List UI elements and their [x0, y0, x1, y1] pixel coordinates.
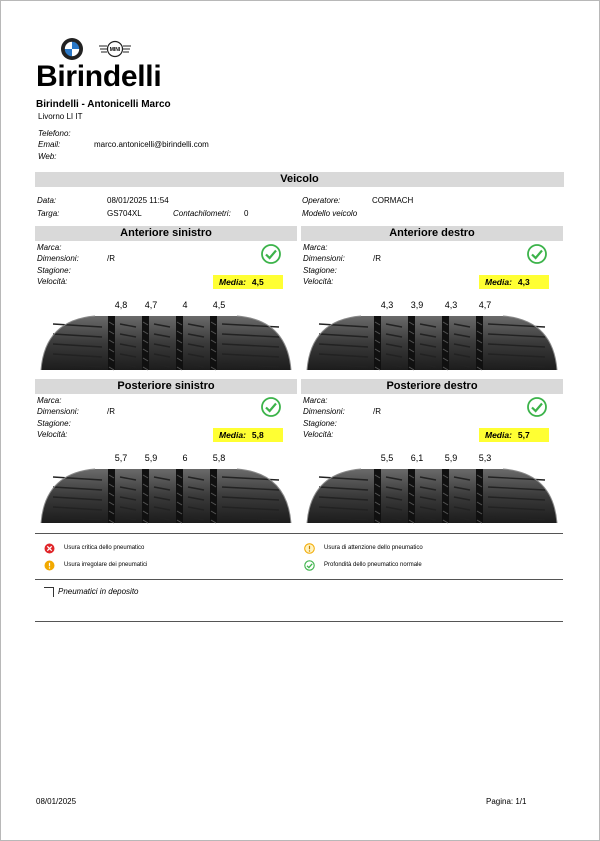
tire-card	[35, 226, 297, 371]
tire-speed-label: Velocità:	[303, 277, 334, 286]
check-circle-icon	[526, 243, 548, 265]
plate-value: GS704XL	[107, 209, 142, 218]
tire-season-label: Stagione:	[37, 266, 71, 275]
check-circle-icon	[260, 396, 282, 418]
tire-tread-image	[301, 312, 563, 372]
tire-title: Anteriore destro	[301, 226, 563, 241]
brand-logos	[60, 37, 132, 61]
mini-logo-icon	[98, 40, 132, 58]
deposit-divider	[35, 621, 563, 622]
tire-brand-label: Marca:	[37, 396, 62, 405]
tread-depth-value: 4,8	[114, 300, 128, 310]
normal-depth-icon	[304, 560, 315, 571]
critical-wear-icon	[44, 543, 55, 554]
date-label: Data:	[37, 196, 57, 205]
odometer-value: 0	[244, 209, 249, 218]
model-label: Modello veicolo	[302, 209, 358, 218]
operator-label: Operatore:	[302, 196, 341, 205]
legend-critical-text: Usura critica dello pneumatico	[64, 545, 145, 551]
check-circle-icon	[526, 396, 548, 418]
tire-title: Posteriore sinistro	[35, 379, 297, 394]
tire-speed-label: Velocità:	[303, 430, 334, 439]
tire-media-badge: Media: 4,3	[479, 275, 549, 289]
tire-tread-image	[301, 465, 563, 525]
tire-media-badge: Media: 5,7	[479, 428, 549, 442]
tread-depth-value: 3,9	[410, 300, 424, 310]
tread-depth-value: 4,3	[380, 300, 394, 310]
plate-label: Targa:	[37, 209, 60, 218]
tread-depth-value: 4	[182, 300, 188, 310]
tire-card	[301, 226, 563, 371]
tire-season-label: Stagione:	[37, 419, 71, 428]
attention-wear-icon	[304, 543, 315, 554]
vehicle-section-title: Veicolo	[35, 172, 564, 187]
web-label: Web:	[38, 152, 57, 161]
tire-size-label: Dimensioni:	[37, 407, 79, 416]
phone-label: Telefono:	[38, 129, 71, 138]
brand-name: Birindelli	[36, 60, 162, 93]
tire-size-value: /R	[107, 407, 115, 416]
tread-depth-value: 4,5	[212, 300, 226, 310]
tread-depth-value: 5,8	[212, 453, 226, 463]
tire-size-value: /R	[107, 254, 115, 263]
operator-value: CORMACH	[372, 196, 414, 205]
tire-title: Anteriore sinistro	[35, 226, 297, 241]
footer-date: 08/01/2025	[36, 797, 77, 806]
deposit-checkbox[interactable]	[44, 587, 54, 597]
svg-text:MINI: MINI	[109, 47, 121, 53]
tire-title: Posteriore destro	[301, 379, 563, 394]
tire-media-badge: Media: 5,8	[213, 428, 283, 442]
legend-top-divider	[35, 533, 563, 534]
tire-tread-image	[35, 312, 297, 372]
email-label: Email:	[38, 140, 61, 149]
tire-brand-label: Marca:	[303, 396, 328, 405]
tread-depth-value: 4,7	[144, 300, 158, 310]
legend-irregular-text: Usura irregolare dei pneumatici	[64, 562, 148, 568]
tire-brand-label: Marca:	[37, 243, 62, 252]
tire-size-value: /R	[373, 254, 381, 263]
tire-season-label: Stagione:	[303, 419, 337, 428]
deposit-label: Pneumatici in deposito	[58, 587, 139, 596]
tire-brand-label: Marca:	[303, 243, 328, 252]
tire-media-badge: Media: 4,5	[213, 275, 283, 289]
check-circle-icon	[260, 243, 282, 265]
tread-depth-value: 4,7	[478, 300, 492, 310]
legend-bottom-divider	[35, 579, 563, 580]
tire-size-label: Dimensioni:	[303, 254, 345, 263]
legend-attention-text: Usura di attenzione dello pneumatico	[324, 545, 423, 551]
tread-depth-value: 5,5	[380, 453, 394, 463]
tire-speed-label: Velocità:	[37, 430, 68, 439]
odometer-label: Contachilometri:	[173, 209, 231, 218]
email-value[interactable]: marco.antonicelli@birindelli.com	[94, 140, 209, 149]
dealer-name: Birindelli - Antonicelli Marco	[36, 99, 171, 110]
bmw-logo-icon	[60, 37, 84, 61]
tread-depth-value: 5,3	[478, 453, 492, 463]
footer-page: Pagina: 1/1	[486, 797, 527, 806]
date-value: 08/01/2025 11:54	[107, 196, 169, 205]
tire-card	[35, 379, 297, 524]
legend-normal-text: Profondità dello pneumatico normale	[324, 562, 422, 568]
tread-depth-value: 5,7	[114, 453, 128, 463]
tread-depth-value: 6,1	[410, 453, 424, 463]
tire-size-label: Dimensioni:	[303, 407, 345, 416]
tread-depth-value: 5,9	[444, 453, 458, 463]
tread-depth-value: 4,3	[444, 300, 458, 310]
dealer-city: Livorno LI IT	[38, 112, 83, 121]
tire-season-label: Stagione:	[303, 266, 337, 275]
tread-depth-value: 5,9	[144, 453, 158, 463]
tire-speed-label: Velocità:	[37, 277, 68, 286]
tire-size-label: Dimensioni:	[37, 254, 79, 263]
irregular-wear-icon	[44, 560, 55, 571]
tread-depth-value: 6	[182, 453, 188, 463]
tire-tread-image	[35, 465, 297, 525]
tire-card	[301, 379, 563, 524]
tire-size-value: /R	[373, 407, 381, 416]
